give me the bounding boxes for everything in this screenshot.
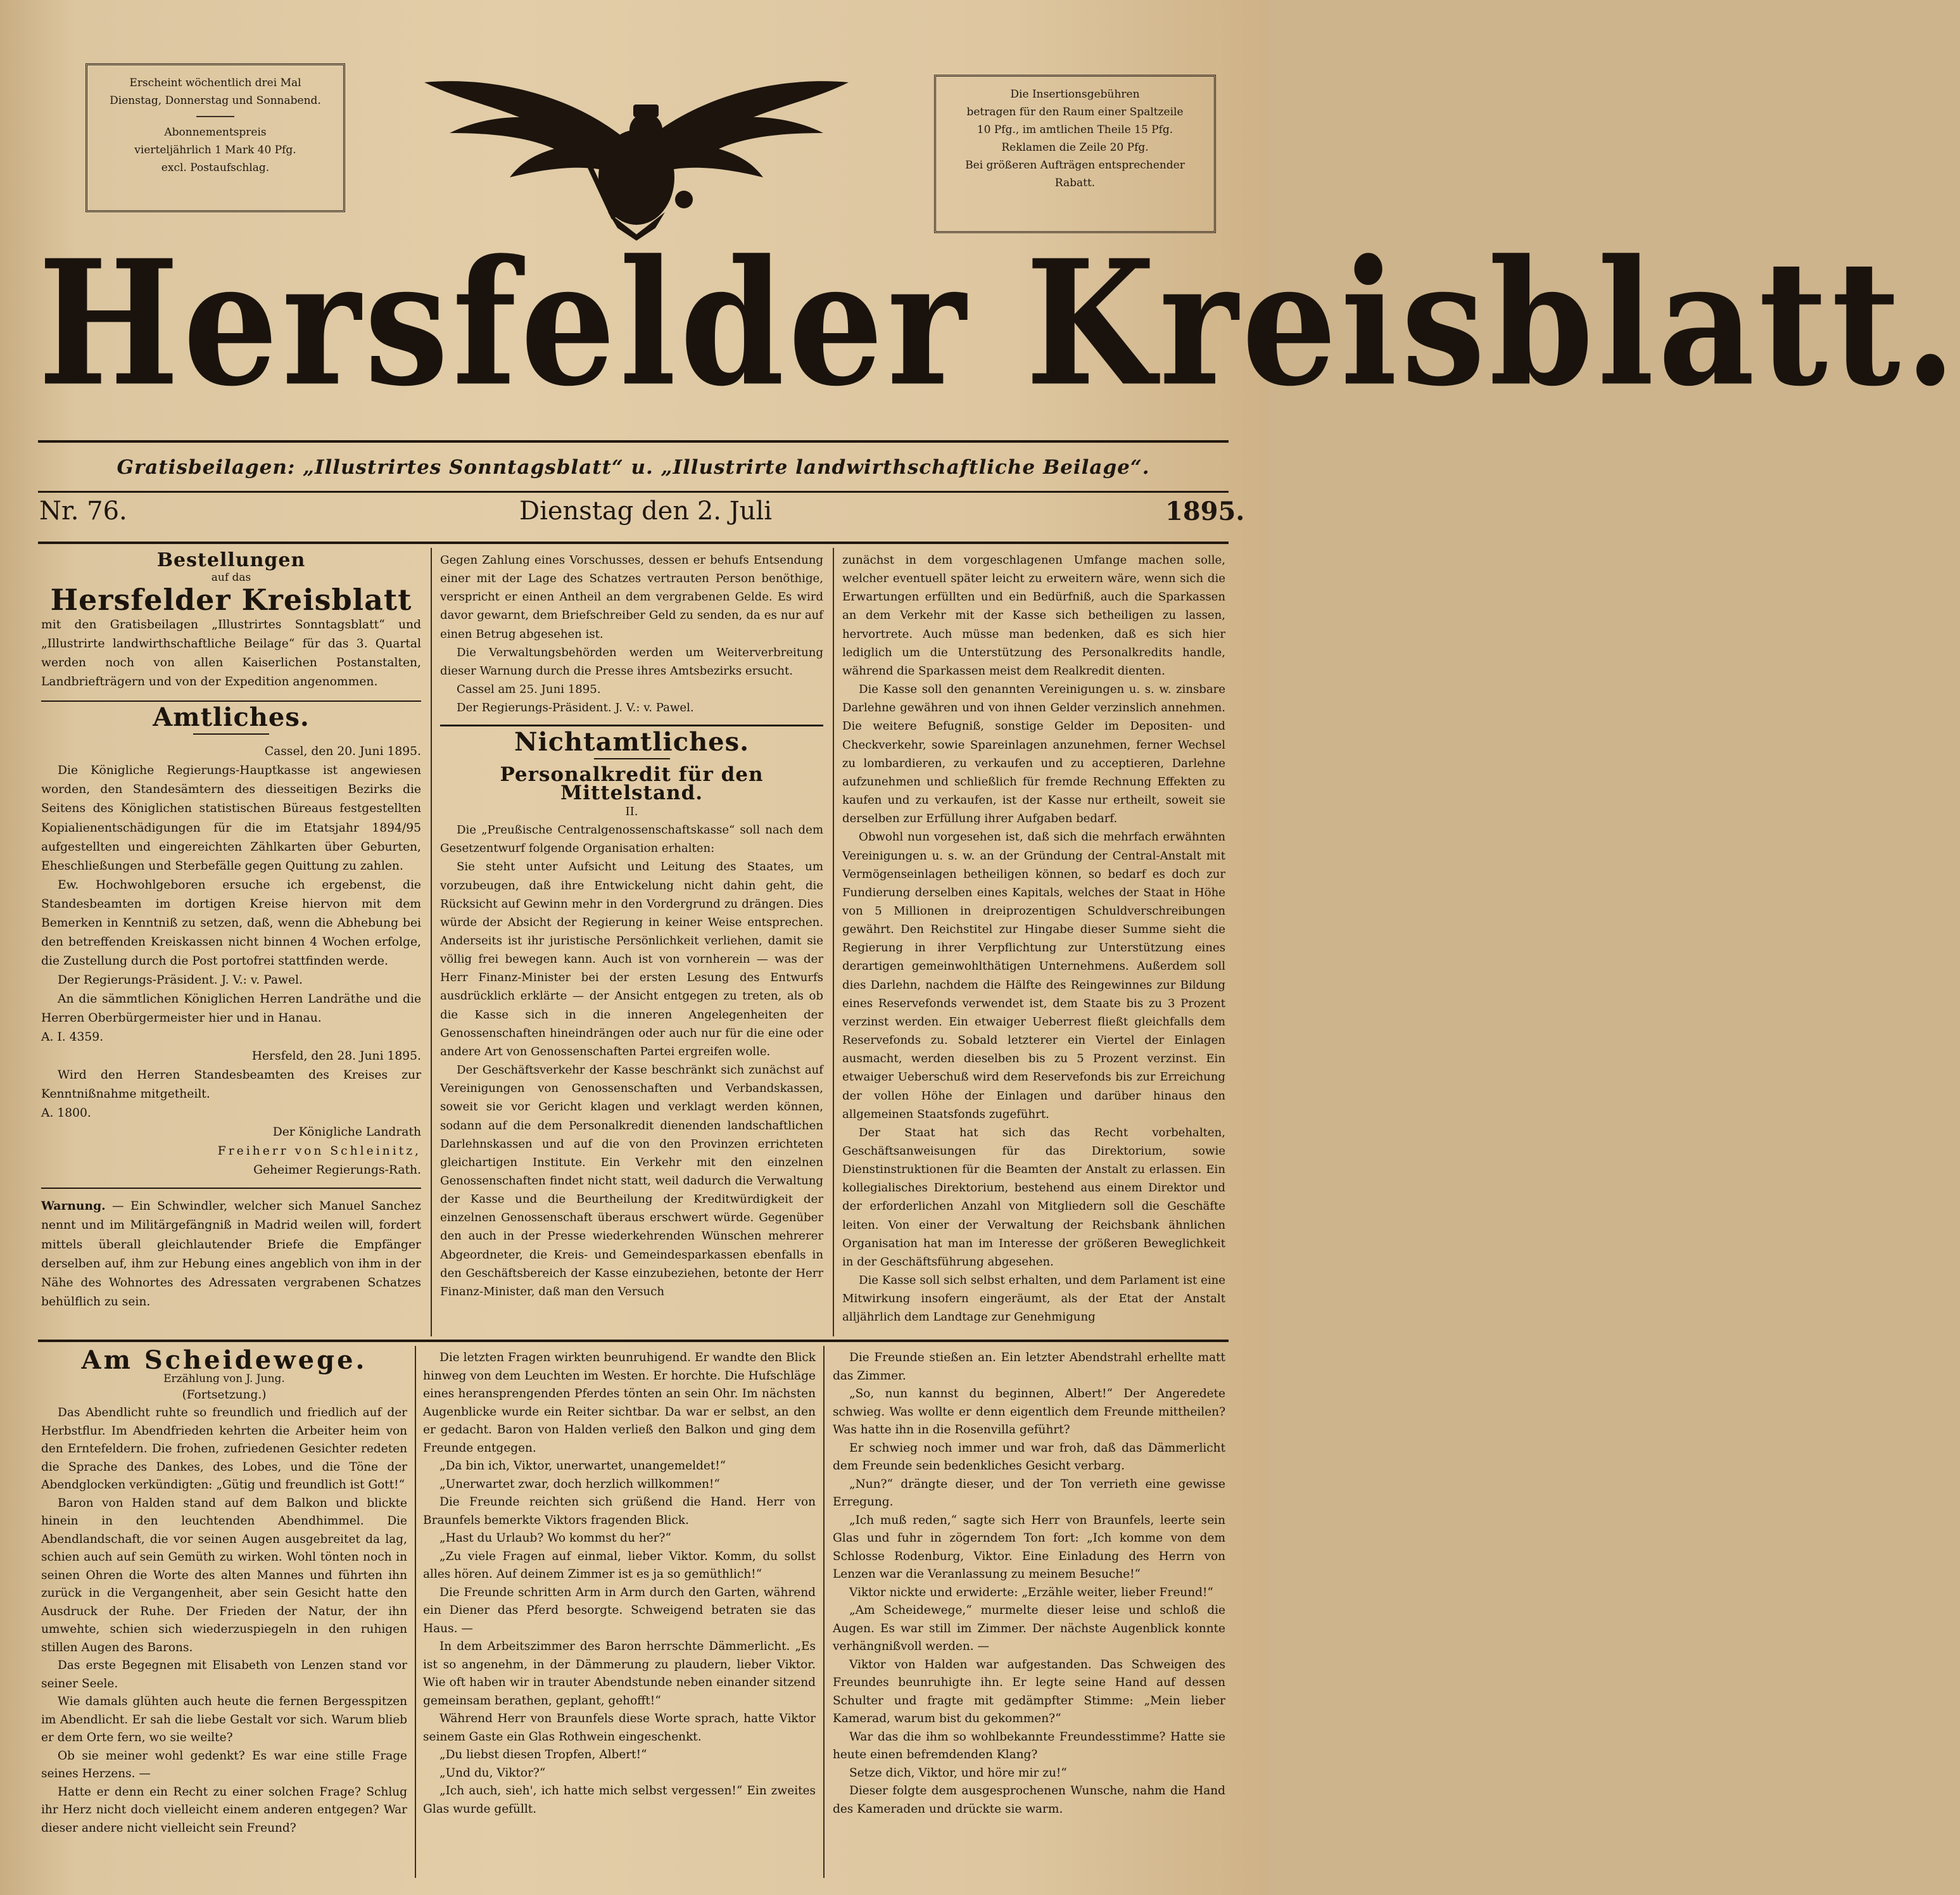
article-para-1: Die „Preußische Centralgenossenschaftskasse“ soll nach dem Gesetzentwurf folgende Organisation erhalten: — [440, 823, 823, 856]
story-para-8: „Da bin ich, Viktor, unerwartet, unangemeldet!“ — [439, 1459, 726, 1473]
story-para-19: Die Freunde stießen an. Ein letzter Abendstrahl erhellte matt das Zimmer. — [833, 1351, 1225, 1383]
issue-number: Nr. 76. — [39, 497, 127, 526]
column-2 — [440, 551, 823, 1301]
story-para-2: Baron von Halden stand auf dem Balkon und blickte hinein in den leuchtenden Abendhimmel. Die Abendlandschaft, die vor seinen Augen ausgebreitet da lag, schien auch auf sein Gemüth zu wirken. Wohl tönten noch in seinen Ohren die Worte des alten Mannes und führten ihn zurück in die Vergangenheit, aber sein Gesicht hatte den Ausdruck der Ruhe. Der Frieden der Natur, der ihn umwehte, schien sich wiederzuspiegeln in den ruhigen stillen Augen des Barons. — [41, 1496, 407, 1654]
article-col3-para-1: zunächst in dem vorgeschlagenen Umfange machen solle, welcher eventuell später leicht zu erweitern wäre, wenn sich die Erwartungen erfüllten und ein Bedürfniß, auch die Sparkassen an dem Verkehr mit der Kasse sich betheiligen zu lassen, hervortrete. Auch müsse man bedenken, daß es sich hier lediglich um die Unterstützung des Personalkredits handle, während die Sparkassen meist dem Realkredit dienten. — [842, 554, 1225, 678]
story-para-28: Setze dich, Viktor, und höre mir zu!“ — [849, 1766, 1067, 1780]
story-para-7: Die letzten Fragen wirkten beunruhigend. Er wandte den Blick hinweg von dem Leuchten im Westen. Er horchte. Die Hufschläge eines heransprengenden Pferdes tönten an sein Ohr. Im nächsten Augenblicke wurde ein Reiter sichtbar. Da war er selbst, an den er gedacht. Baron von Halden verließ den Balkon und ging dem Freunde entgegen. — [423, 1351, 816, 1455]
official-date-2: Hersfeld, den 28. Juni 1895. — [251, 1049, 421, 1063]
article-col3-para-2: Die Kasse soll den genannten Vereinigungen u. s. w. zinsbare Darlehne gewähren und von ihnen Gelder verzinslich annehmen. Die weitere Befugniß, sonstige Gelder im Depositen- und Checkverkehr, sowie Spareinlagen anzunehmen, ferner Wechsel zu lombardieren, zu verkaufen und zu acceptieren, Darlehne aufzunehmen und schließlich für fremde Rechnung Effekten zu kaufen und zu verkaufen, ist der Kasse nur ertheilt, soweit sie derselben zur Erfüllung ihrer Aufgaben bedarf. — [842, 683, 1225, 826]
story-para-1: Das Abendlicht ruhte so freundlich und friedlich auf der Herbstflur. Im Abendfrieden kehrten die Arbeiter heim von den Erntefeldern. Die frohen, zufriedenen Gesichter redeten die Sprache des Dankes, des Lobes, und die Töne der Abendglocken verkündigten: „Gütig und freundlich ist Gott!“ — [41, 1406, 407, 1492]
story-para-15: Während Herr von Braunfels diese Worte sprach, hatte Viktor seinem Gaste ein Glas Rothwein eingeschenkt. — [423, 1712, 816, 1744]
warning-signature: Der Regierungs-Präsident. J. V.: v. Pawel. — [457, 701, 694, 715]
story-para-3: Das erste Begegnen mit Elisabeth von Lenzen stand vor seiner Seele. — [41, 1659, 407, 1690]
newspaper-title: Hersfelder Kreisblatt. — [38, 222, 1960, 424]
story-para-26: Viktor von Halden war aufgestanden. Das Schweigen des Freundes beunruhigte ihn. Er legte seine Hand auf dessen Schulter und fragte mit gedämpfter Stimme: „Mein lieber Kamerad, warum bist du gekommen?“ — [833, 1657, 1225, 1725]
warning-date: Cassel am 25. Juni 1895. — [457, 683, 601, 697]
official-para-2: Ew. Hochwohlgeboren ersuche ich ergebenst, die Standesbeamten im dortigen Kreise hiervon mit dem Bemerken in Kenntniß zu setzen, daß, wenn die Abhebung bei den betreffenden Kreiskassen nicht binnen 4 Wochen erfolge, die Zustellung durch die Post portofrei stattfinden werde. — [41, 878, 421, 968]
box-divider — [196, 116, 234, 117]
story-para-4: Wie damals glühten auch heute die fernen Bergesspitzen im Abendlicht. Er sah die liebe Gestalt vor sich. Warum blieb er dem Orte fern, wo sie weilte? — [41, 1695, 407, 1744]
official-reference-1: A. I. 4359. — [41, 1030, 104, 1044]
masthead-rule-top — [38, 440, 1229, 443]
story-para-10: Die Freunde reichten sich grüßend die Hand. Herr von Braunfels bemerkte Viktors fragenden Blick. — [423, 1495, 816, 1527]
order-title: Hersfelder Kreisblatt — [50, 583, 412, 618]
story-para-6: Hatte er denn ein Recht zu einer solchen Frage? Schlug ihr Herz nicht doch vielleicht einem anderen entgegen? War dieser andere nicht vielleicht sein Freund? — [41, 1785, 407, 1835]
price-line-1: Abonnementspreis — [164, 126, 267, 139]
official-signature-2a: Der Königliche Landrath — [272, 1125, 421, 1139]
official-signature-2c: Geheimer Regierungs-Rath. — [253, 1163, 421, 1177]
issue-date: Dienstag den 2. Juli — [519, 497, 773, 526]
column-1-rule-2 — [193, 733, 269, 735]
subscription-box — [85, 63, 345, 212]
rates-line-1: Die Insertionsgebühren — [1010, 88, 1140, 101]
official-para-3: An die sämmtlichen Königlichen Herren Landräthe und die Herren Oberbürgermeister hier und in Hanau. — [41, 992, 421, 1025]
column-1-rule-1 — [41, 700, 421, 702]
rates-line-2: betragen für den Raum einer Spaltzeile — [966, 106, 1184, 118]
feuilleton-column-3 — [833, 1349, 1225, 1818]
warning-para-2: Die Verwaltungsbehörden werden um Weiterverbreitung dieser Warnung durch die Presse ihres Amtsbezirks ersucht. — [440, 645, 823, 678]
nichtamtliches-heading: Nichtamtliches. — [514, 727, 750, 757]
supplements-rule — [38, 491, 1229, 493]
column-1 — [41, 551, 421, 1312]
article-title: Personalkredit für den Mittelstand. — [500, 763, 764, 804]
schedule-line-1: Erscheint wöchentlich drei Mal — [129, 77, 301, 89]
official-para-4: Wird den Herren Standesbeamten des Kreises zur Kenntnißnahme mitgetheilt. — [41, 1068, 421, 1101]
price-line-2: vierteljährlich 1 Mark 40 Pfg. — [134, 144, 296, 156]
article-col3-para-5: Die Kasse soll sich selbst erhalten, und dem Parlament ist eine Mitwirkung insofern eingeräumt, als der Etat der Anstalt alljährlich dem Landtage zur Genehmigung — [842, 1274, 1225, 1324]
article-para-3: Der Geschäftsverkehr der Kasse beschränkt sich zunächst auf Vereinigungen von Genossenschaften und Verbandskassen, soweit sie vor Gericht klagen und verklagt werden können, sodann auf die dem Personalkredit dienenden landschaftlichen Darlehnskassen und auf die von den Provinzen errichteten gleichartigen Institute. Ein Verkehr mit den einzelnen Genossenschaften findet nicht statt, weil dadurch die Verwaltung der Kasse und die Beurtheilung der Kreditwürdigkeit der einzelnen Genossenschaft überaus erschwert würde. Gegenüber den auch in der Presse wiederkehrenden Wünschen mehrerer Abgeordneter, die Kreis- und Gemeindesparkassen ebenfalls in den Geschäftsbereich der Kasse einzubeziehen, betonte der Herr Finanz-Minister, daß man den Versuch — [440, 1063, 823, 1298]
story-para-14: In dem Arbeitszimmer des Baron herrschte Dämmerlicht. „Es ist so angenehm, in der Dämmerung zu plaudern, lieber Viktor. Wie oft haben wir in trauter Abendstunde neben einander sitzend gemeinsam berathen, geplant, gehofft!“ — [423, 1640, 816, 1708]
column-separator-2 — [833, 548, 834, 1336]
story-para-11: „Hast du Urlaub? Wo kommst du her?“ — [439, 1531, 671, 1545]
story-para-24: Viktor nickte und erwiderte: „Erzähle weiter, lieber Freund!“ — [849, 1585, 1213, 1599]
official-date-1: Cassel, den 20. Juni 1895. — [264, 745, 421, 759]
rates-line-6: Rabatt. — [1054, 177, 1096, 189]
article-col3-para-4: Der Staat hat sich das Recht vorbehalten, Geschäftsanweisungen für das Direktorium, sowie Dienstinstruktionen für die Beamten der Anstalt zu erlassen. Ein kollegialisches Direktorium, bestehend aus einem Direktor und der erforderlichen Anzahl von Mitgliedern soll die Geschäfte leiten. Von einer der Verwaltung der Reichsbank ähnlichen Organisation hat man im Interesse der größeren Beweglichkeit in der Geschäftsführung abgesehen. — [842, 1125, 1225, 1269]
story-para-17: „Und du, Viktor?“ — [439, 1766, 546, 1780]
column-3 — [842, 551, 1225, 1327]
price-line-3: excl. Postaufschlag. — [161, 162, 270, 174]
amtliches-heading: Amtliches. — [153, 702, 310, 733]
feuilleton-separator-1 — [415, 1346, 416, 1878]
story-para-23: „Ich muß reden,“ sagte sich Herr von Braunfels, leerte sein Glas und fuhr in zögerndem Ton fort: „Ich komme von dem Schlosse Rodenburg, Viktor. Eine Einladung des Herrn von Lenzen war die Veranlassung zu meinem Besuche!“ — [833, 1513, 1225, 1581]
story-para-16: „Du liebst diesen Tropfen, Albert!“ — [439, 1748, 647, 1761]
column-separator-1 — [431, 548, 432, 1336]
official-signature-2b: Freiherr von Schleinitz, — [217, 1144, 421, 1158]
story-para-5: Ob sie meiner wohl gedenkt? Es war eine stille Frage seines Herzens. — — [41, 1749, 407, 1780]
story-para-20: „So, nun kannst du beginnen, Albert!“ Der Angeredete schwieg. Was wollte er denn eigentlich dem Freunde mittheilen? Was hatte ihn in die Rosenvilla geführt? — [833, 1387, 1225, 1436]
column-2-rule-2 — [594, 758, 670, 759]
official-signature-1: Der Regierungs-Präsident. J. V.: v. Pawel. — [58, 973, 303, 987]
story-para-25: „Am Scheidewege,“ murmelte dieser leise und schloß die Augen. Es war still im Zimmer. Der nächste Augenblick konnte verhängnißvoll werden. — — [833, 1604, 1225, 1653]
supplements-line: Gratisbeilagen: „Illustrirtes Sonntagsblatt“ u. „Illustrirte landwirthschaftliche Beilage“. — [117, 456, 1150, 479]
official-reference-2: A. 1800. — [41, 1106, 91, 1120]
feuilleton-rule — [38, 1340, 1229, 1342]
column-2-rule-1 — [440, 725, 823, 726]
story-title: Am Scheidewege. — [81, 1345, 367, 1375]
order-subheading: auf das — [211, 571, 251, 585]
rates-line-3: 10 Pfg., im amtlichen Theile 15 Pfg. — [977, 124, 1173, 136]
article-para-2: Sie steht unter Aufsicht und Leitung des Staates, um vorzubeugen, daß ihre Entwickelung nicht dahin geht, die Rücksicht auf Gewinn mehr in den Vordergrund zu drängen. Dies würde der Absicht der Regierung in keiner Weise entsprechen. Anderseits ist ihr juristische Persönlichkeit verliehen, damit sie völlig frei bewegen kann. Auch ist von vornherein — was der Herr Finanz-Minister bei der ersten Lesung des Entwurfs ausdrücklich erklärte — der Ansicht entgegen zu treten, als ob die Kasse sich in die inneren Angelegenheiten der Genossenschaften hineindrängen oder auch nur für die eine oder andere Art von Genossenschaften Partei ergreifen wolle. — [440, 860, 823, 1058]
story-para-29: Dieser folgte dem ausgesprochenen Wunsche, nahm die Hand des Kameraden und drückte sie warm. — [833, 1784, 1225, 1816]
story-para-21: Er schwieg noch immer und war froh, daß das Dämmerlicht dem Freunde sein bedenkliches Gesicht verbarg. — [833, 1441, 1225, 1473]
story-para-22: „Nun?“ drängte dieser, und der Ton verrieth eine gewisse Erregung. — [833, 1477, 1225, 1509]
rates-line-5: Bei größeren Aufträgen entsprechender — [965, 159, 1185, 172]
rates-line-4: Reklamen die Zeile 20 Pfg. — [1001, 141, 1149, 154]
feuilleton-column-1 — [41, 1345, 407, 1837]
warning-heading: Warnung. — [41, 1199, 106, 1214]
feuilleton-column-2 — [423, 1349, 816, 1818]
story-para-13: Die Freunde schritten Arm in Arm durch den Garten, während ein Diener das Pferd besorgte. Schweigend betraten sie das Haus. — — [423, 1585, 816, 1635]
order-heading: Bestellungen — [156, 549, 306, 571]
story-para-12: „Zu viele Fragen auf einmal, lieber Viktor. Komm, du sollst alles hören. Auf deinem Zimmer ist es ja so gemüthlich!“ — [423, 1549, 816, 1581]
story-author: Erzählung von J. Jung. — [163, 1372, 285, 1385]
warning-text: — Ein Schwindler, welcher sich Manuel Sanchez nennt und im Militärgefängniß in Madrid weilen will, fordert mittels überall gleichlautender Briefe die Empfänger derselben auf, ihm zur Hebung eines angeblich von ihm in der Nähe des Wohnortes des Adressaten vergrabenen Schatzes behülflich zu sein. — [41, 1200, 421, 1309]
dateline-rule — [38, 542, 1229, 544]
schedule-line-2: Dienstag, Donnerstag und Sonnabend. — [110, 94, 321, 107]
story-para-27: War das die ihm so wohlbekannte Freundesstimme? Hatte sie heute einen befremdenden Klang? — [833, 1730, 1225, 1761]
order-text: mit den Gratisbeilagen „Illustrirtes Sonntagsblatt“ und „Illustrirte landwirthschaftliche Beilage“ für das 3. Quartal werden noch von allen Kaiserlichen Postanstalten, Landbriefträgern und von der Expedition angenommen. — [41, 618, 421, 689]
warning-continued: Gegen Zahlung eines Vorschusses, dessen er behufs Entsendung einer mit der Lage des Schatzes vertrauten Person benöthige, verspricht er einen Antheil an dem vergrabenen Gelde. Es wird davor gewarnt, dem Briefschreiber Geld zu senden, da es nur auf einen Betrug abgesehen ist. — [440, 554, 823, 641]
column-1-rule-3 — [41, 1188, 421, 1189]
story-para-9: „Unerwartet zwar, doch herzlich willkommen!“ — [439, 1477, 720, 1491]
issue-year: 1895. — [1165, 497, 1245, 526]
story-continuation: (Fortsetzung.) — [182, 1388, 267, 1402]
article-col3-para-3: Obwohl nun vorgesehen ist, daß sich die mehrfach erwähnten Vereinigungen u. s. w. an der Gründung der Central-Anstalt mit Vermögenseinlagen betheiligen können, so bedarf es doch zur Fundierung derselben eines Kapitals, welches der Staat in Höhe von 5 Millionen in dreiprozentigen Schuldverschreibungen gewährt. Den Reichstitel zur Hingabe dieser Summe sieht die Regierung in ihrer Verpflichtung zur Unterstützung eines derartigen gemeinwohlthätigen Unternehmens. Außerdem soll dies Darlehn, nachdem die Hälfte des Reingewinnes zur Bildung eines Reservefonds verwendet ist, dem Staate bis zu 3 Prozent verzinst werden. Ein etwaiger Ueberrest fließt gleichfalls dem Reservefonds zu. Sobald letzterer ein Viertel der Einlagen ausmacht, werden dieselben bis zu 5 Prozent verzinst. Ein etwaiger Ueberschuß wird dem Reservefonds bis zur Erreichung der vollen Höhe der Einlagen und darüber hinaus den allgemeinen Staatsfonds zugeführt. — [842, 830, 1225, 1121]
feuilleton-separator-2 — [823, 1346, 825, 1878]
article-part-number: II. — [625, 804, 638, 818]
official-para-1: Die Königliche Regierungs-Hauptkasse ist angewiesen worden, den Standesämtern des diesseitigen Bezirks die Seitens des Königlichen statistischen Büreaus festgestellten Kopialienentschädigungen für die im Etatsjahr 1894/95 aufgestellten und eingereichten Zählkarten über Geburten, Eheschließungen und Sterbefälle gegen Quittung zu zahlen. — [41, 764, 421, 873]
story-para-18: „Ich auch, sieh', ich hatte mich selbst vergessen!“ Ein zweites Glas wurde gefüllt. — [423, 1784, 816, 1816]
